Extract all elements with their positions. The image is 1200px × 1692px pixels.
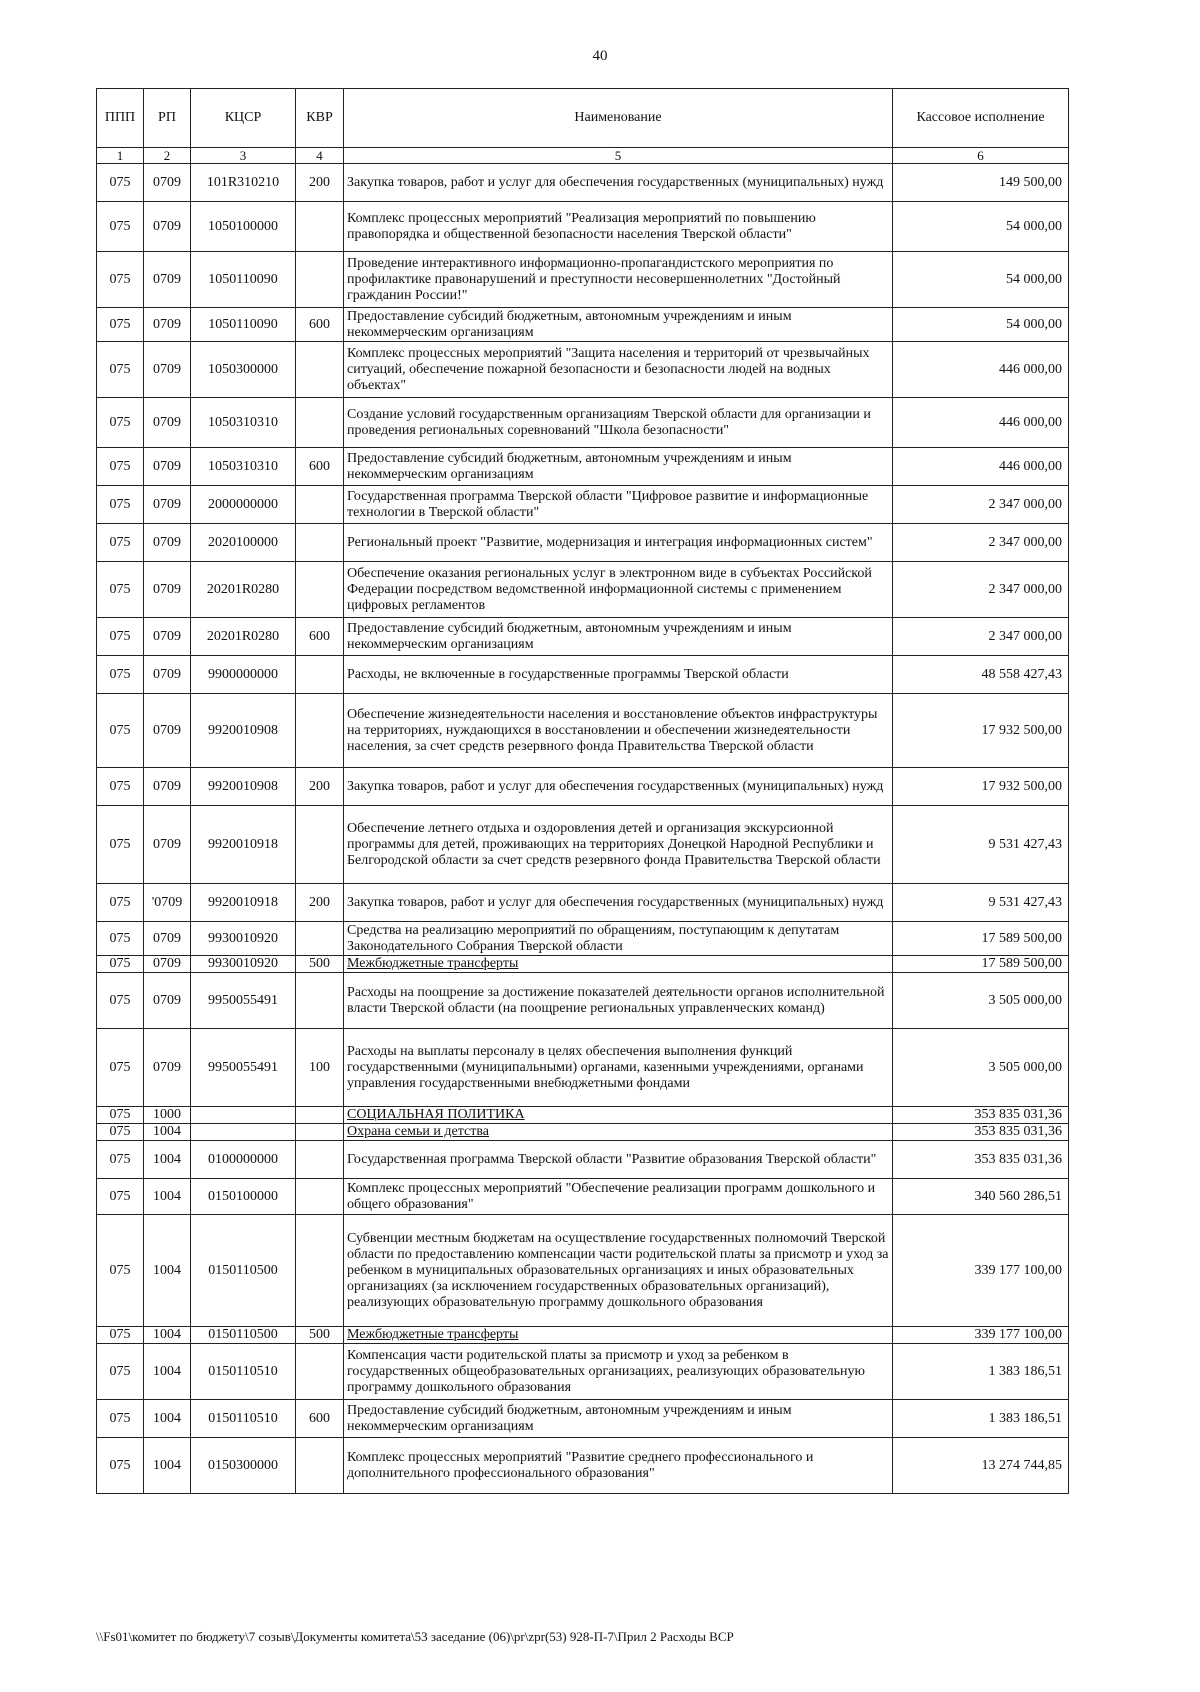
cell-name: Расходы на поощрение за достижение показателей деятельности органов исполнительной власти Тверской области (на поощрение региональных управленческих команд)	[344, 973, 893, 1029]
cell-rp: 1004	[144, 1215, 191, 1327]
table-row	[97, 656, 1069, 694]
cell-amount: 54 000,00	[893, 202, 1069, 252]
cell-kcsr: 9930010920	[191, 956, 296, 973]
cell-rp: 0709	[144, 448, 191, 486]
cell-name: Обеспечение жизнедеятельности населения и восстановление объектов инфраструктуры на территориях, нуждающихся в восстановлении и обеспечении жизнедеятельности населения, за счет средств резервного фонда Правительства Тверской области	[344, 694, 893, 768]
header-amount: Кассовое исполнение	[893, 89, 1069, 148]
cell-name: Межбюджетные трансферты	[344, 1327, 893, 1344]
cell-amount: 9 531 427,43	[893, 806, 1069, 884]
column-number: 2	[144, 148, 191, 164]
cell-amount: 2 347 000,00	[893, 618, 1069, 656]
cell-amount: 9 531 427,43	[893, 884, 1069, 922]
cell-kcsr: 9920010908	[191, 768, 296, 806]
cell-rp: 0709	[144, 768, 191, 806]
cell-kcsr: 20201R0280	[191, 618, 296, 656]
cell-ppp: 075	[97, 342, 144, 398]
expenses-table-container	[96, 88, 1068, 1494]
table-row	[97, 202, 1069, 252]
header-name: Наименование	[344, 89, 893, 148]
footer-file-path: \\Fs01\комитет по бюджету\7 созыв\Документы комитета\53 заседание (06)\pr\zpr(53) 928-П-7\Прил 2 Расходы ВСР	[96, 1629, 734, 1644]
cell-kcsr: 0150110510	[191, 1400, 296, 1438]
cell-ppp: 075	[97, 1400, 144, 1438]
cell-kvr	[296, 1179, 344, 1215]
table-row	[97, 308, 1069, 342]
cell-kcsr: 0100000000	[191, 1141, 296, 1179]
cell-rp: 1004	[144, 1344, 191, 1400]
cell-kcsr	[191, 1107, 296, 1124]
cell-kvr: 600	[296, 308, 344, 342]
cell-kvr	[296, 694, 344, 768]
cell-amount: 48 558 427,43	[893, 656, 1069, 694]
cell-name: СОЦИАЛЬНАЯ ПОЛИТИКА	[344, 1107, 893, 1124]
cell-amount: 3 505 000,00	[893, 1029, 1069, 1107]
cell-name: Государственная программа Тверской области "Развитие образования Тверской области"	[344, 1141, 893, 1179]
page-number: 40	[592, 48, 608, 64]
table-row	[97, 448, 1069, 486]
column-number: 4	[296, 148, 344, 164]
cell-kcsr: 101R310210	[191, 164, 296, 202]
cell-kcsr: 0150100000	[191, 1179, 296, 1215]
cell-rp: 0709	[144, 202, 191, 252]
cell-kvr: 600	[296, 618, 344, 656]
cell-name: Обеспечение оказания региональных услуг в электронном виде в субъектах Российской Федерации посредством ведомственной информационной системы с применением цифровых регламентов	[344, 562, 893, 618]
cell-rp: 0709	[144, 562, 191, 618]
cell-amount: 17 589 500,00	[893, 956, 1069, 973]
table-row	[97, 768, 1069, 806]
table-row	[97, 486, 1069, 524]
cell-ppp: 075	[97, 1124, 144, 1141]
table-row	[97, 694, 1069, 768]
cell-ppp: 075	[97, 768, 144, 806]
cell-name: Компенсация части родительской платы за присмотр и уход за ребенком в государственных общеобразовательных организациях, реализующих образовательную программу дошкольного образования	[344, 1344, 893, 1400]
cell-kcsr: 1050300000	[191, 342, 296, 398]
cell-amount: 1 383 186,51	[893, 1400, 1069, 1438]
cell-name: Комплекс процессных мероприятий "Развитие среднего профессионального и дополнительного профессионального образования"	[344, 1438, 893, 1494]
cell-name: Средства на реализацию мероприятий по обращениям, поступающим к депутатам Законодательного Собрания Тверской области	[344, 922, 893, 956]
table-row	[97, 1327, 1069, 1344]
cell-kvr	[296, 202, 344, 252]
table-row	[97, 1179, 1069, 1215]
cell-rp: 0709	[144, 164, 191, 202]
cell-rp: 0709	[144, 956, 191, 973]
cell-kcsr	[191, 1124, 296, 1141]
cell-kcsr: 0150110510	[191, 1344, 296, 1400]
cell-rp: 1004	[144, 1438, 191, 1494]
cell-name: Региональный проект "Развитие, модернизация и интеграция информационных систем"	[344, 524, 893, 562]
cell-name: Обеспечение летнего отдыха и оздоровления детей и организация экскурсионной программы для детей, проживающих на территориях Донецкой Народной Республики и Белгородской области за счет средств резервного фонда Правительства Тверской области	[344, 806, 893, 884]
cell-name: Предоставление субсидий бюджетным, автономным учреждениям и иным некоммерческим организациям	[344, 618, 893, 656]
cell-ppp: 075	[97, 524, 144, 562]
table-row	[97, 1124, 1069, 1141]
cell-kvr	[296, 1438, 344, 1494]
cell-amount: 353 835 031,36	[893, 1107, 1069, 1124]
cell-rp: 0709	[144, 973, 191, 1029]
cell-kvr	[296, 1124, 344, 1141]
cell-ppp: 075	[97, 1215, 144, 1327]
cell-name: Межбюджетные трансферты	[344, 956, 893, 973]
table-header-row	[97, 89, 1069, 148]
cell-ppp: 075	[97, 922, 144, 956]
header-ppp: ППП	[97, 89, 144, 148]
cell-rp: 0709	[144, 486, 191, 524]
cell-kcsr: 9920010918	[191, 884, 296, 922]
cell-rp: 0709	[144, 1029, 191, 1107]
cell-amount: 54 000,00	[893, 308, 1069, 342]
cell-ppp: 075	[97, 252, 144, 308]
table-row	[97, 1438, 1069, 1494]
cell-name: Комплекс процессных мероприятий "Обеспечение реализации программ дошкольного и общего образования"	[344, 1179, 893, 1215]
cell-kvr: 100	[296, 1029, 344, 1107]
cell-amount: 2 347 000,00	[893, 524, 1069, 562]
cell-kvr: 600	[296, 1400, 344, 1438]
cell-kvr	[296, 524, 344, 562]
cell-kcsr: 1050310310	[191, 448, 296, 486]
cell-ppp: 075	[97, 1179, 144, 1215]
cell-amount: 339 177 100,00	[893, 1327, 1069, 1344]
header-kcsr: КЦСР	[191, 89, 296, 148]
cell-kvr	[296, 252, 344, 308]
cell-ppp: 075	[97, 398, 144, 448]
cell-rp: 0709	[144, 398, 191, 448]
cell-kcsr: 9950055491	[191, 973, 296, 1029]
cell-amount: 54 000,00	[893, 252, 1069, 308]
cell-ppp: 075	[97, 308, 144, 342]
cell-name: Закупка товаров, работ и услуг для обеспечения государственных (муниципальных) нужд	[344, 884, 893, 922]
cell-rp: 1004	[144, 1400, 191, 1438]
cell-ppp: 075	[97, 164, 144, 202]
cell-ppp: 075	[97, 956, 144, 973]
column-number: 6	[893, 148, 1069, 164]
cell-amount: 17 932 500,00	[893, 694, 1069, 768]
cell-kvr	[296, 1344, 344, 1400]
cell-kvr	[296, 1107, 344, 1124]
cell-kvr: 500	[296, 956, 344, 973]
cell-amount: 446 000,00	[893, 342, 1069, 398]
cell-amount: 2 347 000,00	[893, 486, 1069, 524]
cell-amount: 1 383 186,51	[893, 1344, 1069, 1400]
column-number-row	[97, 148, 1069, 164]
table-row	[97, 1141, 1069, 1179]
cell-rp: 1004	[144, 1179, 191, 1215]
table-row	[97, 884, 1069, 922]
cell-rp: 0709	[144, 922, 191, 956]
cell-ppp: 075	[97, 1107, 144, 1124]
cell-kvr	[296, 973, 344, 1029]
cell-kvr	[296, 398, 344, 448]
table-row	[97, 618, 1069, 656]
cell-rp: 0709	[144, 308, 191, 342]
cell-name: Расходы, не включенные в государственные программы Тверской области	[344, 656, 893, 694]
table-row	[97, 973, 1069, 1029]
cell-kvr: 200	[296, 884, 344, 922]
cell-amount: 13 274 744,85	[893, 1438, 1069, 1494]
cell-kcsr: 9920010918	[191, 806, 296, 884]
table-row	[97, 398, 1069, 448]
cell-rp: 1004	[144, 1141, 191, 1179]
cell-amount: 339 177 100,00	[893, 1215, 1069, 1327]
cell-rp: '0709	[144, 884, 191, 922]
cell-kcsr: 1050110090	[191, 252, 296, 308]
cell-kcsr: 1050110090	[191, 308, 296, 342]
table-row	[97, 1029, 1069, 1107]
cell-amount: 446 000,00	[893, 398, 1069, 448]
cell-amount: 3 505 000,00	[893, 973, 1069, 1029]
cell-kvr	[296, 922, 344, 956]
table-row	[97, 1215, 1069, 1327]
table-row	[97, 922, 1069, 956]
cell-name: Предоставление субсидий бюджетным, автономным учреждениям и иным некоммерческим организациям	[344, 448, 893, 486]
cell-kvr	[296, 562, 344, 618]
cell-kcsr: 9930010920	[191, 922, 296, 956]
cell-amount: 2 347 000,00	[893, 562, 1069, 618]
cell-ppp: 075	[97, 1141, 144, 1179]
table-row	[97, 1107, 1069, 1124]
cell-rp: 1004	[144, 1327, 191, 1344]
table-row	[97, 806, 1069, 884]
cell-ppp: 075	[97, 562, 144, 618]
table-row	[97, 524, 1069, 562]
cell-amount: 149 500,00	[893, 164, 1069, 202]
expenses-table	[96, 88, 1069, 1494]
cell-kcsr: 20201R0280	[191, 562, 296, 618]
cell-amount: 446 000,00	[893, 448, 1069, 486]
header-rp: РП	[144, 89, 191, 148]
table-row	[97, 252, 1069, 308]
cell-kvr	[296, 806, 344, 884]
cell-rp: 0709	[144, 524, 191, 562]
table-row	[97, 342, 1069, 398]
cell-kcsr: 1050310310	[191, 398, 296, 448]
cell-rp: 0709	[144, 694, 191, 768]
cell-kcsr: 0150300000	[191, 1438, 296, 1494]
cell-ppp: 075	[97, 656, 144, 694]
table-body	[97, 164, 1069, 1494]
cell-rp: 1004	[144, 1124, 191, 1141]
cell-kcsr: 9900000000	[191, 656, 296, 694]
cell-name: Охрана семьи и детства	[344, 1124, 893, 1141]
cell-ppp: 075	[97, 1029, 144, 1107]
cell-kvr	[296, 486, 344, 524]
cell-amount: 353 835 031,36	[893, 1124, 1069, 1141]
cell-kvr	[296, 342, 344, 398]
cell-kcsr: 9950055491	[191, 1029, 296, 1107]
cell-kcsr: 0150110500	[191, 1215, 296, 1327]
cell-ppp: 075	[97, 1438, 144, 1494]
cell-name: Комплекс процессных мероприятий "Реализация мероприятий по повышению правопорядка и общественной безопасности населения Тверской области"	[344, 202, 893, 252]
cell-kcsr: 1050100000	[191, 202, 296, 252]
cell-name: Предоставление субсидий бюджетным, автономным учреждениям и иным некоммерческим организациям	[344, 1400, 893, 1438]
table-row	[97, 1400, 1069, 1438]
header-kvr: КВР	[296, 89, 344, 148]
cell-kcsr: 9920010908	[191, 694, 296, 768]
table-row	[97, 562, 1069, 618]
cell-ppp: 075	[97, 806, 144, 884]
cell-ppp: 075	[97, 618, 144, 656]
cell-rp: 0709	[144, 342, 191, 398]
cell-kcsr: 2000000000	[191, 486, 296, 524]
column-number: 3	[191, 148, 296, 164]
cell-ppp: 075	[97, 884, 144, 922]
cell-name: Закупка товаров, работ и услуг для обеспечения государственных (муниципальных) нужд	[344, 768, 893, 806]
cell-name: Закупка товаров, работ и услуг для обеспечения государственных (муниципальных) нужд	[344, 164, 893, 202]
cell-ppp: 075	[97, 973, 144, 1029]
cell-ppp: 075	[97, 448, 144, 486]
cell-ppp: 075	[97, 202, 144, 252]
cell-amount: 17 932 500,00	[893, 768, 1069, 806]
cell-kvr: 200	[296, 164, 344, 202]
cell-amount: 340 560 286,51	[893, 1179, 1069, 1215]
cell-ppp: 075	[97, 1344, 144, 1400]
cell-kvr: 600	[296, 448, 344, 486]
cell-kvr	[296, 656, 344, 694]
cell-name: Предоставление субсидий бюджетным, автономным учреждениям и иным некоммерческим организациям	[344, 308, 893, 342]
cell-rp: 1000	[144, 1107, 191, 1124]
cell-ppp: 075	[97, 694, 144, 768]
table-row	[97, 164, 1069, 202]
cell-rp: 0709	[144, 252, 191, 308]
table-row	[97, 956, 1069, 973]
cell-name: Расходы на выплаты персоналу в целях обеспечения выполнения функций государственными (муниципальными) органами, казенными учреждениями, органами управления государственными внебюджетными фондами	[344, 1029, 893, 1107]
cell-name: Комплекс процессных мероприятий "Защита населения и территорий от чрезвычайных ситуаций, обеспечение пожарной безопасности и безопасности людей на водных объектах"	[344, 342, 893, 398]
column-number: 5	[344, 148, 893, 164]
cell-rp: 0709	[144, 656, 191, 694]
cell-amount: 353 835 031,36	[893, 1141, 1069, 1179]
cell-name: Субвенции местным бюджетам на осуществление государственных полномочий Тверской области по предоставлению компенсации части родительской платы за присмотр и уход за ребенком в муниципальных образовательных организациях и иных образовательных организациях (за исключением государственных образовательных организаций), реализующих образовательную программу дошкольного образования	[344, 1215, 893, 1327]
cell-ppp: 075	[97, 1327, 144, 1344]
cell-kvr	[296, 1215, 344, 1327]
cell-kvr: 500	[296, 1327, 344, 1344]
cell-kcsr: 0150110500	[191, 1327, 296, 1344]
cell-name: Проведение интерактивного информационно-пропагандистского мероприятия по профилактике правонарушений и преступности несовершеннолетних "Достойный гражданин России!"	[344, 252, 893, 308]
cell-rp: 0709	[144, 806, 191, 884]
cell-kcsr: 2020100000	[191, 524, 296, 562]
cell-kvr	[296, 1141, 344, 1179]
cell-name: Государственная программа Тверской области "Цифровое развитие и информационные технологии в Тверской области"	[344, 486, 893, 524]
cell-kvr: 200	[296, 768, 344, 806]
cell-ppp: 075	[97, 486, 144, 524]
cell-amount: 17 589 500,00	[893, 922, 1069, 956]
table-row	[97, 1344, 1069, 1400]
column-number: 1	[97, 148, 144, 164]
cell-rp: 0709	[144, 618, 191, 656]
cell-name: Создание условий государственным организациям Тверской области для организации и проведения региональных соревнований "Школа безопасности"	[344, 398, 893, 448]
